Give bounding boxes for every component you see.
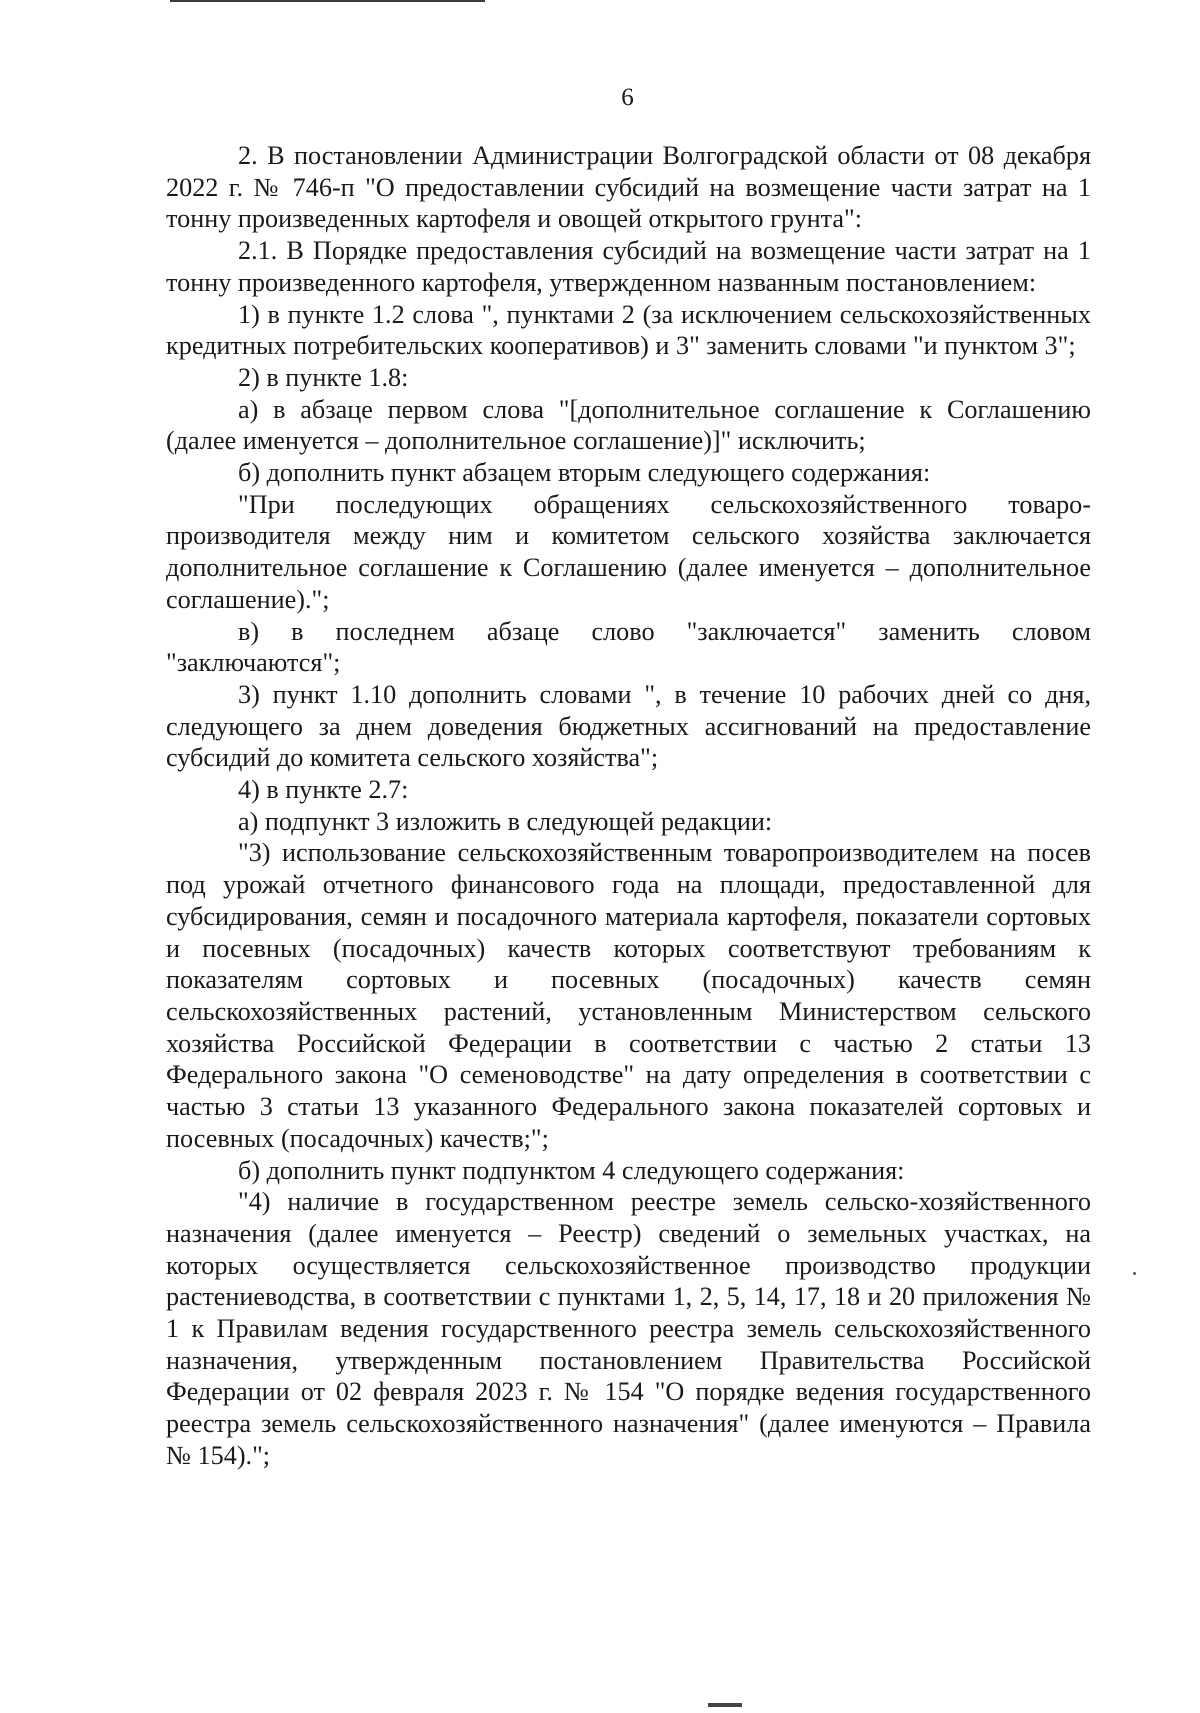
paragraph-item-2b-text: "При последующих обращениях сельскохозяйственного товаро-производителя между ним и комитетом сельского хозяйства заключается дополнительное соглашение к Соглашению (далее именуется – дополнительное соглашение)."; <box>166 489 1091 614</box>
paragraph-item-1: 1) в пункте 1.2 слова ", пунктами 2 (за исключением сельскохозяйственных кредитных потребительских кооперативов) и 3" заменить словами "и пунктом 3"; <box>166 299 1091 361</box>
paragraph-item-4a: а) подпункт 3 изложить в следующей редакции: <box>238 806 773 836</box>
scan-edge-line <box>170 0 485 2</box>
paragraph-item-2: 2) в пункте 1.8: <box>238 362 409 392</box>
paragraph-item-4b-text: "4) наличие в государственном реестре земель сельско-хозяйственного назначения (далее именуется – Реестр) сведений о земельных участках, на которых осуществляется сельскохозяйственное производство продукции растениеводства, в соответствии с пунктами 1, 2, 5, 14, 17, 18 и 20 приложения № 1 к Правилам ведения государственного реестра земель сельскохозяйственного назначения, утвержденным постановлением Правительства Российской Федерации от 02 февраля 2023 г. № 154 "О порядке ведения государственного реестра земель сельскохозяйственного назначения" (далее именуются – Правила № 154)."; <box>166 1187 1091 1470</box>
document-body <box>166 140 1091 1472</box>
paragraph-item-2a: а) в абзаце первом слова "[дополнительное соглашение к Соглашению (далее именуется – дополнительное соглашение)]" исключить; <box>166 394 1091 456</box>
page-number: 6 <box>621 84 634 111</box>
paragraph-item-4: 4) в пункте 2.7: <box>238 775 409 805</box>
paragraph-amendment-2-1: 2.1. В Порядке предоставления субсидий на возмещение части затрат на 1 тонну произведенного картофеля, утвержденном названным постановлением: <box>166 236 1091 297</box>
paragraph-item-4b: б) дополнить пункт подпунктом 4 следующего содержания: <box>238 1155 905 1185</box>
paragraph-item-3: 3) пункт 1.10 дополнить словами ", в течение 10 рабочих дней со дня, следующего за днем доведения бюджетных ассигнований на предоставление субсидий до комитета сельского хозяйства"; <box>166 679 1091 773</box>
paragraph-item-2v: в) в последнем абзаце слово "заключается" заменить словом "заключаются"; <box>166 616 1091 678</box>
paragraph-item-2b: б) дополнить пункт абзацем вторым следующего содержания: <box>238 458 931 488</box>
paragraph-amendment-2: 2. В постановлении Администрации Волгоградской области от 08 декабря 2022 г. № 746-п "О предоставлении субсидий на возмещение части затрат на 1 тонну произведенных картофеля и овощей открытого грунта": <box>166 141 1091 234</box>
scan-bottom-mark <box>708 1703 742 1707</box>
scan-speck <box>1133 1272 1136 1275</box>
paragraph-item-4a-text: "3) использование сельскохозяйственным товаропроизводителем на посев под урожай отчетного финансового года на площади, предоставленной для субсидирования, семян и посадочного материала картофеля, показатели сортовых и посевных (посадочных) качеств которых соответствуют требованиям к показателям сортовых и посевных (посадочных) качеств семян сельскохозяйственных растений, установленным Министерством сельского хозяйства Российской Федерации в соответствии с частью 2 статьи 13 Федерального закона "О семеноводстве" на дату определения в соответствии с частью 3 статьи 13 указанного Федерального закона показателей сортовых и посевных (посадочных) качеств;"; <box>166 838 1091 1153</box>
